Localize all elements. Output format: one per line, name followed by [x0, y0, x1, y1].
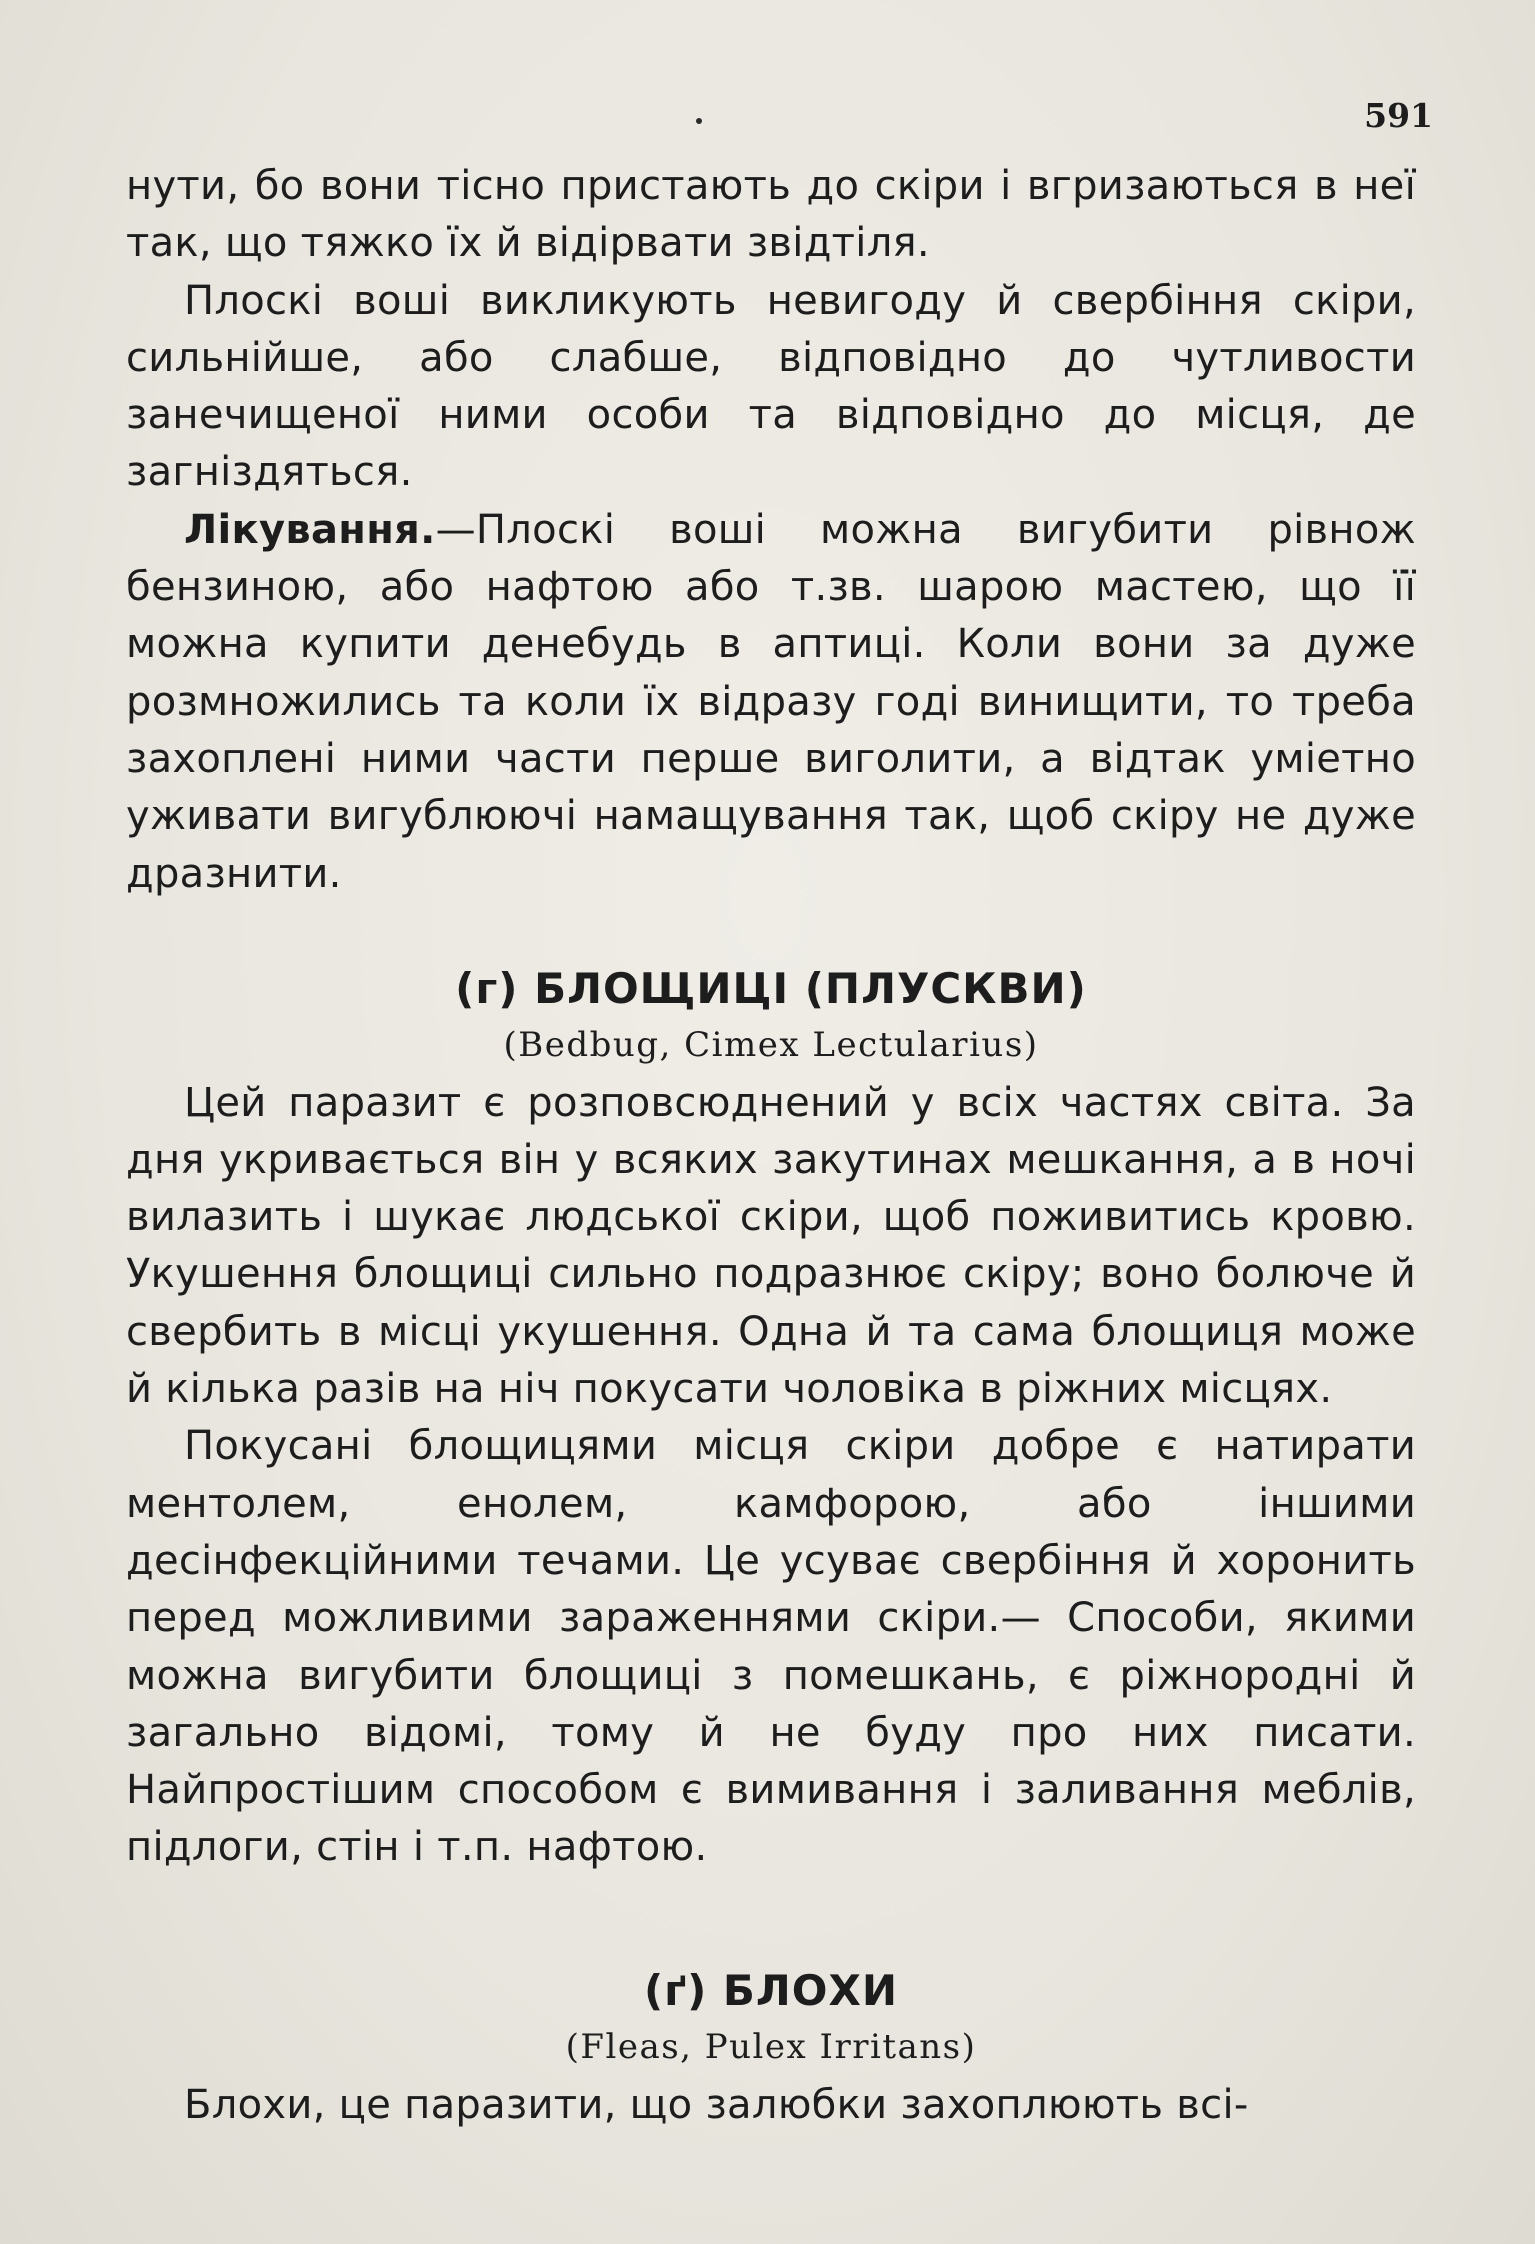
paragraph: Блохи, це паразити, що залюбки захоплюють всі-: [184, 2081, 1249, 2128]
paragraph: Цей паразит є розповсюднений у всіх частях світа. За дня укривається він у всяких закутинах мешкання, а в ночі вилазить і шукає людської скіри, щоб поживитись кровю. Укушення блощиці сильно подразнює скіру; воно болюче й свербить в місці укушення. Одна й та сама блощиця може й кілька разів на ніч покусати чоловіка в ріжних місцях.: [126, 1079, 1416, 1413]
section-lice-continued: [126, 158, 1416, 903]
paragraph: Покусані блощицями місця скіри добре є натирати ментолем, енолем, камфорою, або іншими десінфекційними течами. Це усуває свербіння й хоронить перед можливими зараженнями скіри.— Способи, якими можна вигубити блощиці з помешкань, є ріжнородні й загально відомі, тому й не буду про них писати. Найпростішим способом є вимивання і заливання меблів, підлоги, стін і т.п. нафтою.: [126, 1423, 1416, 1871]
paragraph: Плоскі воші викликують невигоду й свербіння скіри, сильнійше, або слабше, відповідно до чутливости занечищеної ними особи та відповідно до місця, де загніздяться.: [126, 277, 1416, 496]
section-heading: (г) БЛОЩИЦІ (ПЛУСКВИ): [455, 964, 1087, 1013]
section-bedbugs: [126, 960, 1416, 1877]
paragraph: нути, бо вони тісно пристають до скіри і вгризаються в неї так, що тяжко їх й відірвати звідтіля.: [126, 163, 1416, 267]
section-heading: (ґ) БЛОХИ: [643, 1966, 899, 2015]
treatment-text: —Плоскі воші можна вигубити рівнож бензиною, або нафтою або т.зв. шарою мастею, що її можна купити денебудь в аптиці. Коли вони за дуже розмножились та коли їх відразу годі винищити, то треба захоплені ними части перше виголити, а відтак уміетно уживати вигублюючі намащування так, щоб скіру не дуже дразнити.: [126, 506, 1416, 897]
treatment-label: Лікування.: [184, 506, 436, 553]
section-fleas: [126, 1962, 1416, 2134]
print-dot: [696, 118, 702, 124]
latin-name: (Fleas, Pulex Irritans): [565, 2027, 977, 2068]
latin-name: (Bedbug, Cimex Lectularius): [503, 1025, 1039, 1066]
paragraph-treatment: [126, 502, 1416, 903]
page-number: 591: [1364, 96, 1433, 135]
